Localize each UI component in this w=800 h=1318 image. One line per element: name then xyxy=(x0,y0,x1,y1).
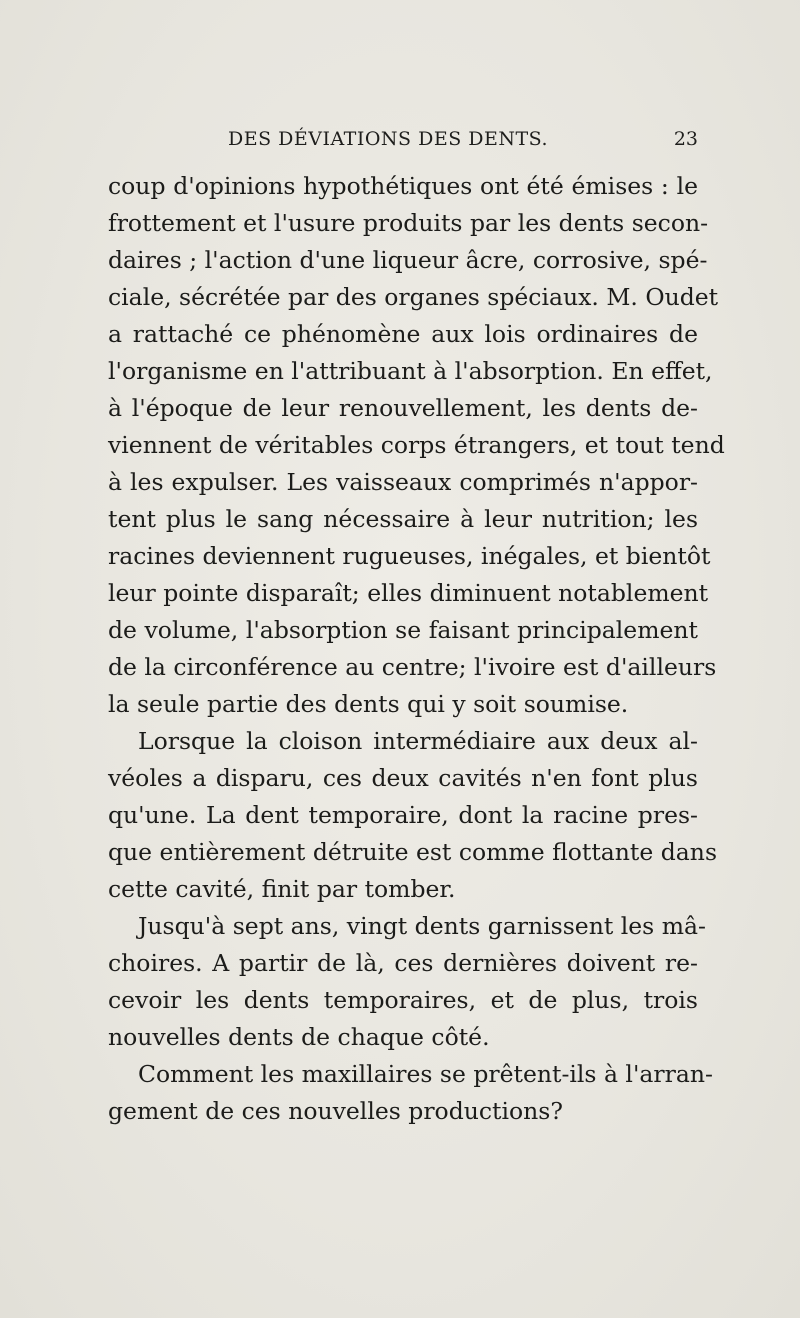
text-line: daires ; l'action d'une liqueur âcre, corrosive, spé- xyxy=(108,246,708,274)
page-header xyxy=(108,128,706,162)
text-line: a rattaché ce phénomène aux lois ordinaires de xyxy=(108,320,698,348)
text-line: gement de ces nouvelles productions? xyxy=(108,1097,563,1125)
text-line: Jusqu'à sept ans, vingt dents garnissent les mâ- xyxy=(138,912,706,940)
text-line: la seule partie des dents qui y soit soumise. xyxy=(108,690,629,718)
running-title: DES DÉVIATIONS DES DENTS. xyxy=(228,128,549,150)
text-line: de volume, l'absorption se faisant principalement xyxy=(108,616,698,644)
text-line: racines deviennent rugueuses, inégales, et bientôt xyxy=(108,542,711,570)
text-line: choires. A partir de là, ces dernières doivent re- xyxy=(108,949,698,977)
text-line: ciale, sécrétée par des organes spéciaux. M. Oudet xyxy=(108,283,719,311)
text-line: à l'époque de leur renouvellement, les dents de- xyxy=(108,394,698,422)
text-line: cette cavité, finit par tomber. xyxy=(108,875,456,903)
text-line: Lorsque la cloison intermédiaire aux deux al- xyxy=(138,727,698,755)
text-line: véoles a disparu, ces deux cavités n'en font plus xyxy=(108,764,698,792)
text-line: l'organisme en l'attribuant à l'absorption. En effet, xyxy=(108,357,713,385)
page-number: 23 xyxy=(673,128,698,150)
text-line: de la circonférence au centre; l'ivoire est d'ailleurs xyxy=(108,653,717,681)
text-line: viennent de véritables corps étrangers, et tout tend xyxy=(108,431,725,459)
text-line: cevoir les dents temporaires, et de plus, trois xyxy=(108,986,698,1014)
text-line: coup d'opinions hypothétiques ont été émises : le xyxy=(108,172,698,200)
body-text xyxy=(108,168,725,1130)
text-line: nouvelles dents de chaque côté. xyxy=(108,1023,490,1051)
text-line: Comment les maxillaires se prêtent-ils à l'arran- xyxy=(138,1060,713,1088)
text-line: tent plus le sang nécessaire à leur nutrition; les xyxy=(108,505,698,533)
text-line: qu'une. La dent temporaire, dont la racine pres- xyxy=(108,801,698,829)
text-line: que entièrement détruite est comme flottante dans xyxy=(108,838,718,866)
text-line: à les expulser. Les vaisseaux comprimés n'appor- xyxy=(108,468,698,496)
text-line: leur pointe disparaît; elles diminuent notablement xyxy=(108,579,709,607)
text-line: frottement et l'usure produits par les dents secon- xyxy=(108,209,709,237)
